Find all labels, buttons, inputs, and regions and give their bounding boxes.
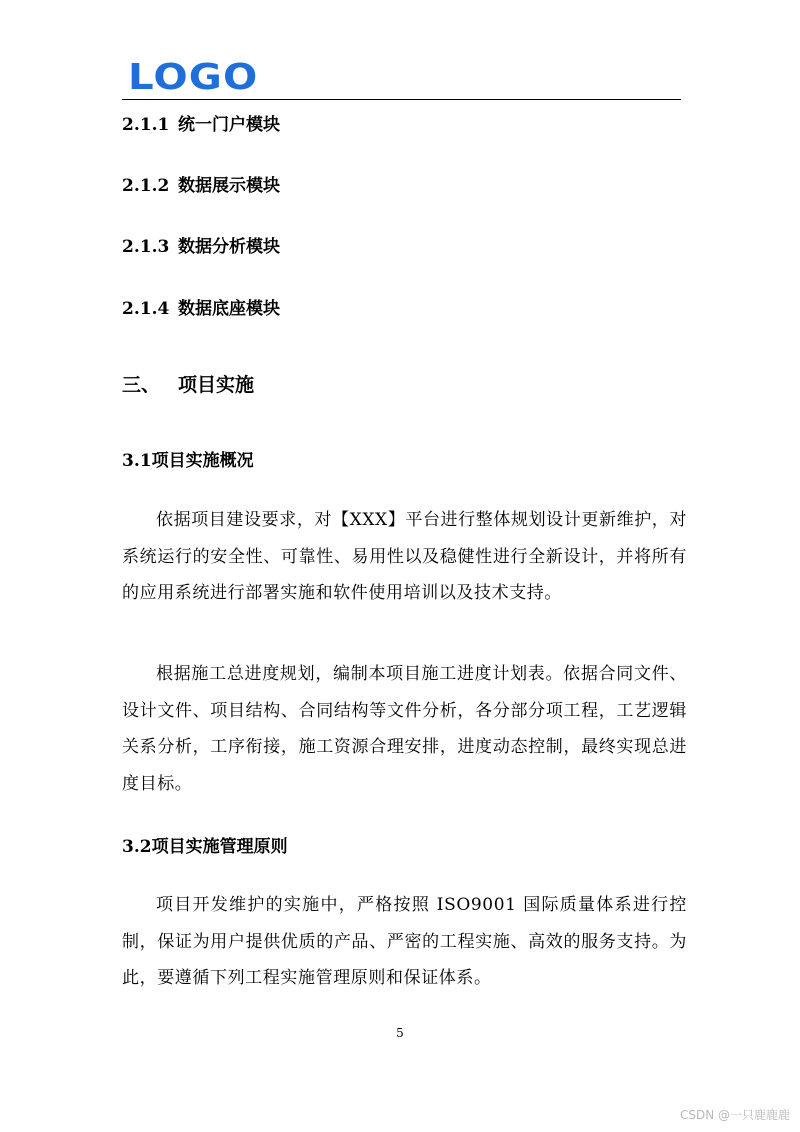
chapter-title: 项目实施 — [178, 374, 255, 396]
subsection-heading-2-1-4 — [122, 298, 280, 320]
subsection-number: 2.1.3 — [122, 237, 170, 257]
paragraph-schedule: 根据施工总进度规划，编制本项目施工进度计划表。依据合同文件、设计文件、项目结构、合同结构等文件分析，各分部分项工程，工艺逻辑关系分析，工序衔接，施工资源合理安排，进度动态控制，最终实现总进度目标。 — [122, 664, 687, 794]
subsection-heading-2-1-2 — [122, 175, 280, 197]
watermark: CSDN @一只鹿鹿鹿 — [679, 1108, 790, 1122]
header-divider — [122, 99, 681, 100]
subsection-number: 2.1.2 — [122, 176, 170, 196]
subsection-title: 数据底座模块 — [178, 299, 280, 319]
page-number: 5 — [396, 1026, 404, 1040]
logo: LOGO — [128, 57, 259, 98]
subsection-number: 2.1.1 — [122, 115, 170, 135]
subsection-title: 统一门户模块 — [178, 115, 280, 135]
subsection-title: 数据展示模块 — [178, 176, 280, 196]
subsection-title: 数据分析模块 — [178, 237, 280, 257]
chapter-number: 三、 — [122, 374, 161, 396]
subsection-heading-2-1-1 — [122, 114, 280, 136]
paragraph-principles: 项目开发维护的实施中，严格按照 ISO9001 国际质量体系进行控制，保证为用户提供优质的产品、严密的工程实施、高效的服务支持。为此，要遵循下列工程实施管理原则和保证体系。 — [122, 895, 687, 988]
chapter-heading — [122, 372, 254, 398]
subsection-heading-2-1-3 — [122, 236, 280, 258]
paragraph-overview: 依据项目建设要求，对【XXX】平台进行整体规划设计更新维护，对系统运行的安全性、可靠性、易用性以及稳健性进行全新设计，并将所有的应用系统进行部署实施和软件使用培训以及技术支持。 — [122, 510, 687, 603]
subsection-number: 2.1.4 — [122, 299, 170, 319]
section-heading-3-2: 3.2项目实施管理原则 — [122, 837, 288, 857]
section-heading-3-1: 3.1项目实施概况 — [122, 451, 254, 471]
